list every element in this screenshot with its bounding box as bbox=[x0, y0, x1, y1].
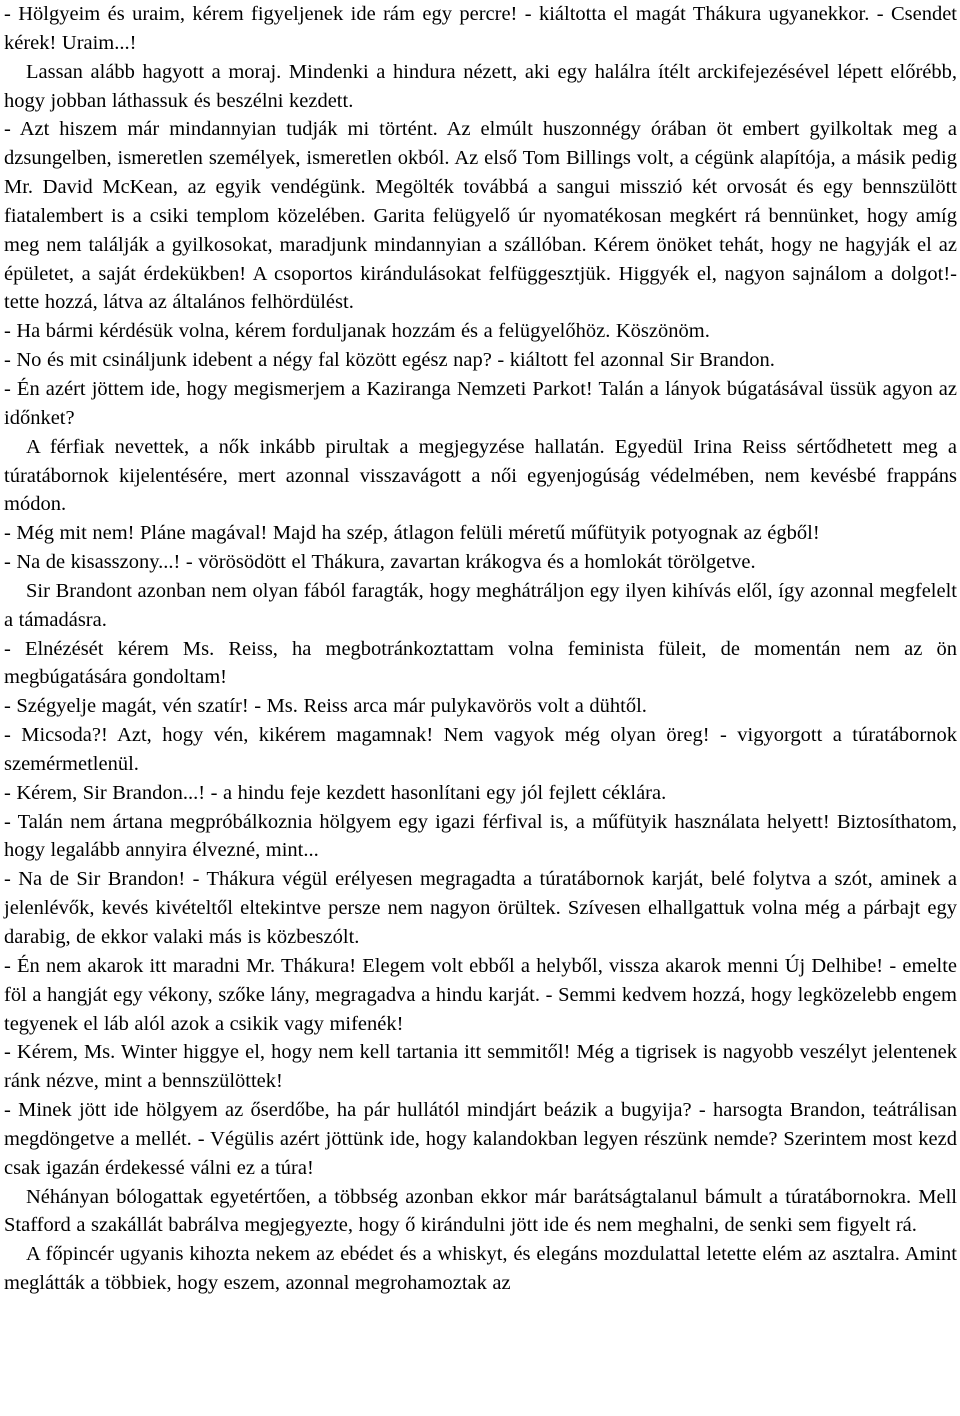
paragraph: A főpincér ugyanis kihozta nekem az ebédet és a whiskyt, és elegáns mozdulattal letette elém az asztalra. Amint meglátták a többiek, hogy eszem, azonnal megrohamoztak az bbox=[4, 1243, 957, 1295]
paragraph: - Hölgyeim és uraim, kérem figyeljenek ide rám egy percre! - kiáltotta el magát Thákura ugyanekkor. - Csendet kérek! Uraim...! bbox=[4, 3, 957, 54]
paragraph: - Elnézését kérem Ms. Reiss, ha megbotránkoztattam volna feminista füleit, de momentán nem az ön megbúgatására gondoltam! bbox=[4, 637, 957, 689]
paragraph: Lassan alább hagyott a moraj. Mindenki a hindura nézett, aki egy halálra ítélt arckifejezésével lépett előrébb, hogy jobban láthassuk és beszélni kezdett. bbox=[4, 60, 957, 112]
paragraph: - Kérem, Sir Brandon...! - a hindu feje kezdett hasonlítani egy jól fejlett céklára. bbox=[4, 781, 667, 804]
paragraph: - Én azért jöttem ide, hogy megismerjem a Kaziranga Nemzeti Parkot! Talán a lányok búgatásával üssük agyon az időnket? bbox=[4, 377, 957, 429]
paragraph: - Azt hiszem már mindannyian tudják mi történt. Az elmúlt huszonnégy órában öt embert gyilkoltak meg a dzsungelben, ismeretlen személyek, ismeretlen okból. Az első Tom Billings volt, a cégünk alapítója, a másik pedig Mr. David McKean, az egyik vendégünk. Megölték továbbá a sangui misszió két orvosát és egy bennszülött fiatalembert is a csiki templom közelében. Garita felügyelő úr nyomatékosan megkért rá bennünket, hogy amíg meg nem találják a gyilkosokat, maradjunk mindannyian a szállóban. Kérem önöket tehát, hogy ne hagyják el az épületet, a saját érdekükben! A csoportos kirándulásokat felfüggesztjük. Higgyék el, nagyon sajnálom a dolgot!-tette hozzá, látva az általános felhördülést. bbox=[4, 118, 957, 314]
paragraph: - No és mit csináljunk idebent a négy fal között egész nap? - kiáltott fel azonnal Sir Brandon. bbox=[4, 349, 775, 372]
paragraph: - Ha bármi kérdésük volna, kérem forduljanak hozzám és a felügyelőhöz. Köszönöm. bbox=[4, 320, 710, 343]
paragraph: - Kérem, Ms. Winter higgye el, hogy nem kell tartania itt semmitől! Még a tigrisek is nagyobb veszélyt jelentenek ránk nézve, mint a bennszülöttek! bbox=[4, 1041, 957, 1093]
paragraph: Néhányan bólogattak egyetértően, a többség azonban ekkor már barátságtalanul bámult a túratábornokra. Mell Stafford a szakállát babrálva megjegyezte, hogy ő kirándulni jött ide és nem meghalni, de senki sem figyelt rá. bbox=[4, 1185, 957, 1237]
paragraph: - Én nem akarok itt maradni Mr. Thákura! Elegem volt ebből a helyből, vissza akarok menni Új Delhibe! - emelte föl a hangját egy vékony, szőke lány, megragadva a hindu karját. - Semmi kedvem hozzá, hogy legközelebb engem tegyenek el láb alól azok a csikik vagy mifenék! bbox=[4, 954, 957, 1035]
paragraph: - Minek jött ide hölgyem az őserdőbe, ha pár hullától mindjárt beázik a bugyija? - harsogta Brandon, teátrálisan megdöngetve a mellét. - Végülis azért jöttünk ide, hogy kalandokban legyen részünk nemde? Szerintem most kezd csak igazán érdekessé válni ez a túra! bbox=[4, 1099, 957, 1179]
paragraph: - Szégyelje magát, vén szatír! - Ms. Reiss arca már pulykavörös volt a dühtől. bbox=[4, 695, 647, 718]
paragraph: - Na de kisasszony...! - vörösödött el Thákura, zavartan krákogva és a homlokát törölgetve. bbox=[4, 551, 756, 574]
paragraph: - Még mit nem! Pláne magával! Majd ha szép, átlagon felüli méretű műfütyik potyognak az égből! bbox=[4, 522, 820, 545]
paragraph: Sir Brandont azonban nem olyan fából faragták, hogy meghátráljon egy ilyen kihívás elől, így azonnal megfelelt a támadásra. bbox=[4, 579, 957, 631]
paragraph: - Na de Sir Brandon! - Thákura végül erélyesen megragadta a túratábornok karját, belé folytva a szót, aminek a jelenlévők, kevés kivételtől eltekintve persze nem nagyon örültek. Szívesen elhallgattuk volna még a párbajt egy darabig, de ekkor valaki más is közbeszólt. bbox=[4, 868, 957, 948]
paragraph: A férfiak nevettek, a nők inkább pirultak a megjegyzése hallatán. Egyedül Irina Reiss sértődhetett meg a túratábornok kijelentésére, mert azonnal visszavágott a női egyenjogúság védelmében, nem kevésbé frappáns módon. bbox=[4, 435, 957, 516]
paragraph: - Talán nem ártana megpróbálkoznia hölgyem egy igazi férfival is, a műfütyik használata helyett! Biztosíthatom, hogy legalább annyira élvezné, mint... bbox=[4, 810, 957, 862]
paragraph: - Micsoda?! Azt, hogy vén, kikérem magamnak! Nem vagyok még olyan öreg! - vigyorgott a túratábornok szemérmetlenül. bbox=[4, 724, 957, 775]
